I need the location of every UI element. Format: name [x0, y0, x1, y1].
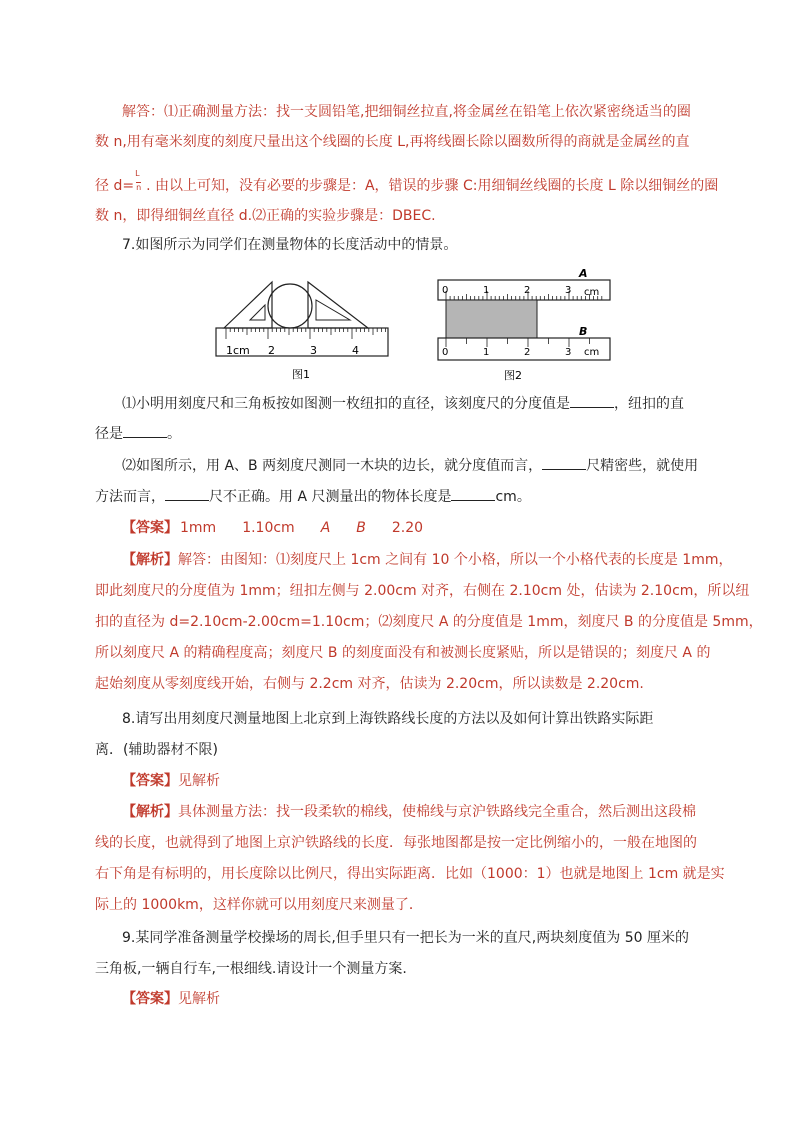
q8-stem-line-2: 离．(辅助器材不限): [95, 742, 218, 758]
q6-solution-line-4: 数 n，即得细铜丝直径 d.⑵正确的实验步骤是：DBEC.: [95, 208, 436, 224]
ruler-b-tick-label: 0: [442, 347, 449, 358]
q8-answer: [122, 771, 732, 791]
figure-1-ruler-and-triangles: [210, 270, 395, 385]
ruler-b-tick-label: 2: [524, 347, 531, 358]
ruler-a-tick-label: 1: [483, 285, 490, 296]
q9-answer: [122, 989, 732, 1009]
q7-part-1-line-1: ⑴小明用刻度尺和三角板按如图测一枚纽扣的直径，该刻度尺的分度值是 ，纽扣的直: [122, 393, 732, 414]
ruler-1-tick-label: 1cm: [226, 344, 250, 357]
q7-part-2-line-2: 方法而言， 尺不正确。用 A 尺测量出的物体长度是 cm。: [95, 486, 705, 507]
q7-part-1-line-2: 径是 。: [95, 423, 705, 444]
q8-analysis-line-2: 线的长度，也就得到了地图上京沪铁路线的长度．每张地图都是按一定比例缩小的，一般在地图的: [95, 835, 697, 851]
q7-stem: 7.如图所示为同学们在测量物体的长度活动中的情景。: [122, 237, 458, 253]
answer-value: 见解析: [178, 991, 220, 1007]
answer-tag: 【答案】: [122, 991, 178, 1007]
ruler-b-tick-label: 1: [483, 347, 490, 358]
analysis-tag: 【解析】: [122, 804, 178, 820]
ruler-a-tick-label: 3: [565, 285, 572, 296]
q7-analysis-line-3: 扣的直径为 d=2.10cm-2.00cm=1.10cm；⑵刻度尺 A 的分度值是 1mm，刻度尺 B 的分度值是 5mm，: [95, 614, 763, 630]
q6-solution-line-1: 解答：⑴正确测量方法：找一支圆铅笔,把细铜丝拉直,将金属丝在铅笔上依次紧密绕适当的圈: [122, 104, 691, 120]
answer-tag: 【答案】: [122, 773, 178, 789]
fill-blank[interactable]: [451, 486, 495, 501]
q8-analysis-line-3: 右下角是有标明的，用长度除以比例尺，得出实际距离．比如（1000：1）也就是地图上 1cm 就是实: [95, 866, 725, 882]
q6-solution-line-3: [95, 169, 719, 196]
figure-2-two-rulers: [432, 263, 617, 385]
q9-stem-line-1: 9.某同学准备测量学校操场的周长,但手里只有一把长为一米的直尺,两块刻度值为 50 厘米的: [122, 930, 689, 946]
q7-analysis-line-4: 所以刻度尺 A 的精确程度高；刻度尺 B 的刻度面没有和被测长度紧贴，所以是错误的；刻度尺 A 的: [95, 645, 711, 661]
q9-stem-line-2: 三角板,一辆自行车,一根细线.请设计一个测量方案.: [95, 961, 407, 977]
answer-value: A: [320, 520, 331, 536]
q6-solution-line-2: 数 n,用有毫米刻度的刻度尺量出这个线圈的长度 L,再将线圈长除以圈数所得的商就是金属丝的直: [95, 134, 690, 150]
button-circle: [268, 284, 312, 328]
q7-analysis-line-1: 【解析】解答：由图知：⑴刻度尺上 1cm 之间有 10 个小格，所以一个小格代表的长度是 1mm，: [122, 552, 733, 568]
ruler-b-tick-label: 3: [565, 347, 572, 358]
ruler-b-label: B: [579, 325, 588, 338]
ruler-a-label: A: [579, 267, 588, 280]
answer-value: 2.20: [391, 520, 424, 536]
ruler-b-unit: cm: [584, 347, 600, 358]
analysis-tag: 【解析】: [122, 552, 178, 568]
ruler-1-ticks: [226, 328, 386, 339]
answer-value: 见解析: [178, 773, 220, 789]
wood-block: [446, 300, 537, 338]
q6-formula-suffix: . 由以上可知，没有必要的步骤是：A，错误的步骤 C:用细铜丝线圈的长度 L 除以细铜丝的圈: [146, 178, 719, 194]
right-triangle-board: [308, 282, 368, 328]
ruler-1-tick-label: 3: [310, 344, 317, 357]
ruler-1-tick-label: 2: [268, 344, 275, 357]
q7-part-2-line-1: ⑵如图所示，用 A、B 两刻度尺测同一木块的边长，就分度值而言， 尺精密些，就使用: [122, 455, 732, 476]
fill-blank[interactable]: [542, 455, 586, 470]
fraction-l-over-n: $\frac{L}{n}$: [135, 169, 142, 192]
ruler-a-tick-label: 2: [524, 285, 531, 296]
fill-blank[interactable]: [570, 393, 614, 408]
answer-value: 1.10cm: [242, 520, 295, 536]
q8-stem-line-1: 8.请写出用刻度尺测量地图上北京到上海铁路线长度的方法以及如何计算出铁路实际距: [122, 711, 654, 727]
figure-2-caption: 图2: [504, 369, 522, 382]
q8-analysis-line-1: 【解析】具体测量方法：找一段柔软的棉线，使棉线与京沪铁路线完全重合，然后测出这段棉: [122, 804, 696, 820]
fill-blank[interactable]: [165, 486, 209, 501]
q6-formula-prefix: 径 d=: [95, 178, 135, 194]
q7-analysis-line-5: 起始刻度从零刻度线开始，右侧与 2.2cm 对齐，估读为 2.20cm，所以读数是 2.20cm.: [95, 676, 644, 692]
answer-value: 1mm: [180, 520, 217, 536]
fill-blank[interactable]: [123, 423, 167, 438]
q7-analysis-line-2: 即此刻度尺的分度值为 1mm；纽扣左侧与 2.00cm 对齐，右侧在 2.10cm 处，估读为 2.10cm，所以纽: [95, 583, 750, 599]
q7-answer: [122, 518, 732, 538]
ruler-b-ticks: [446, 338, 590, 347]
left-triangle-inner: [250, 305, 265, 320]
answer-tag: 【答案】: [122, 520, 178, 536]
q8-analysis-line-4: 际上的 1000km，这样你就可以用刻度尺来测量了．: [95, 897, 423, 913]
answer-value: B: [356, 520, 366, 536]
ruler-1-tick-label: 4: [352, 344, 359, 357]
ruler-a-unit: cm: [584, 287, 600, 298]
ruler-a-tick-label: 0: [442, 285, 449, 296]
figure-1-caption: 图1: [292, 368, 310, 381]
